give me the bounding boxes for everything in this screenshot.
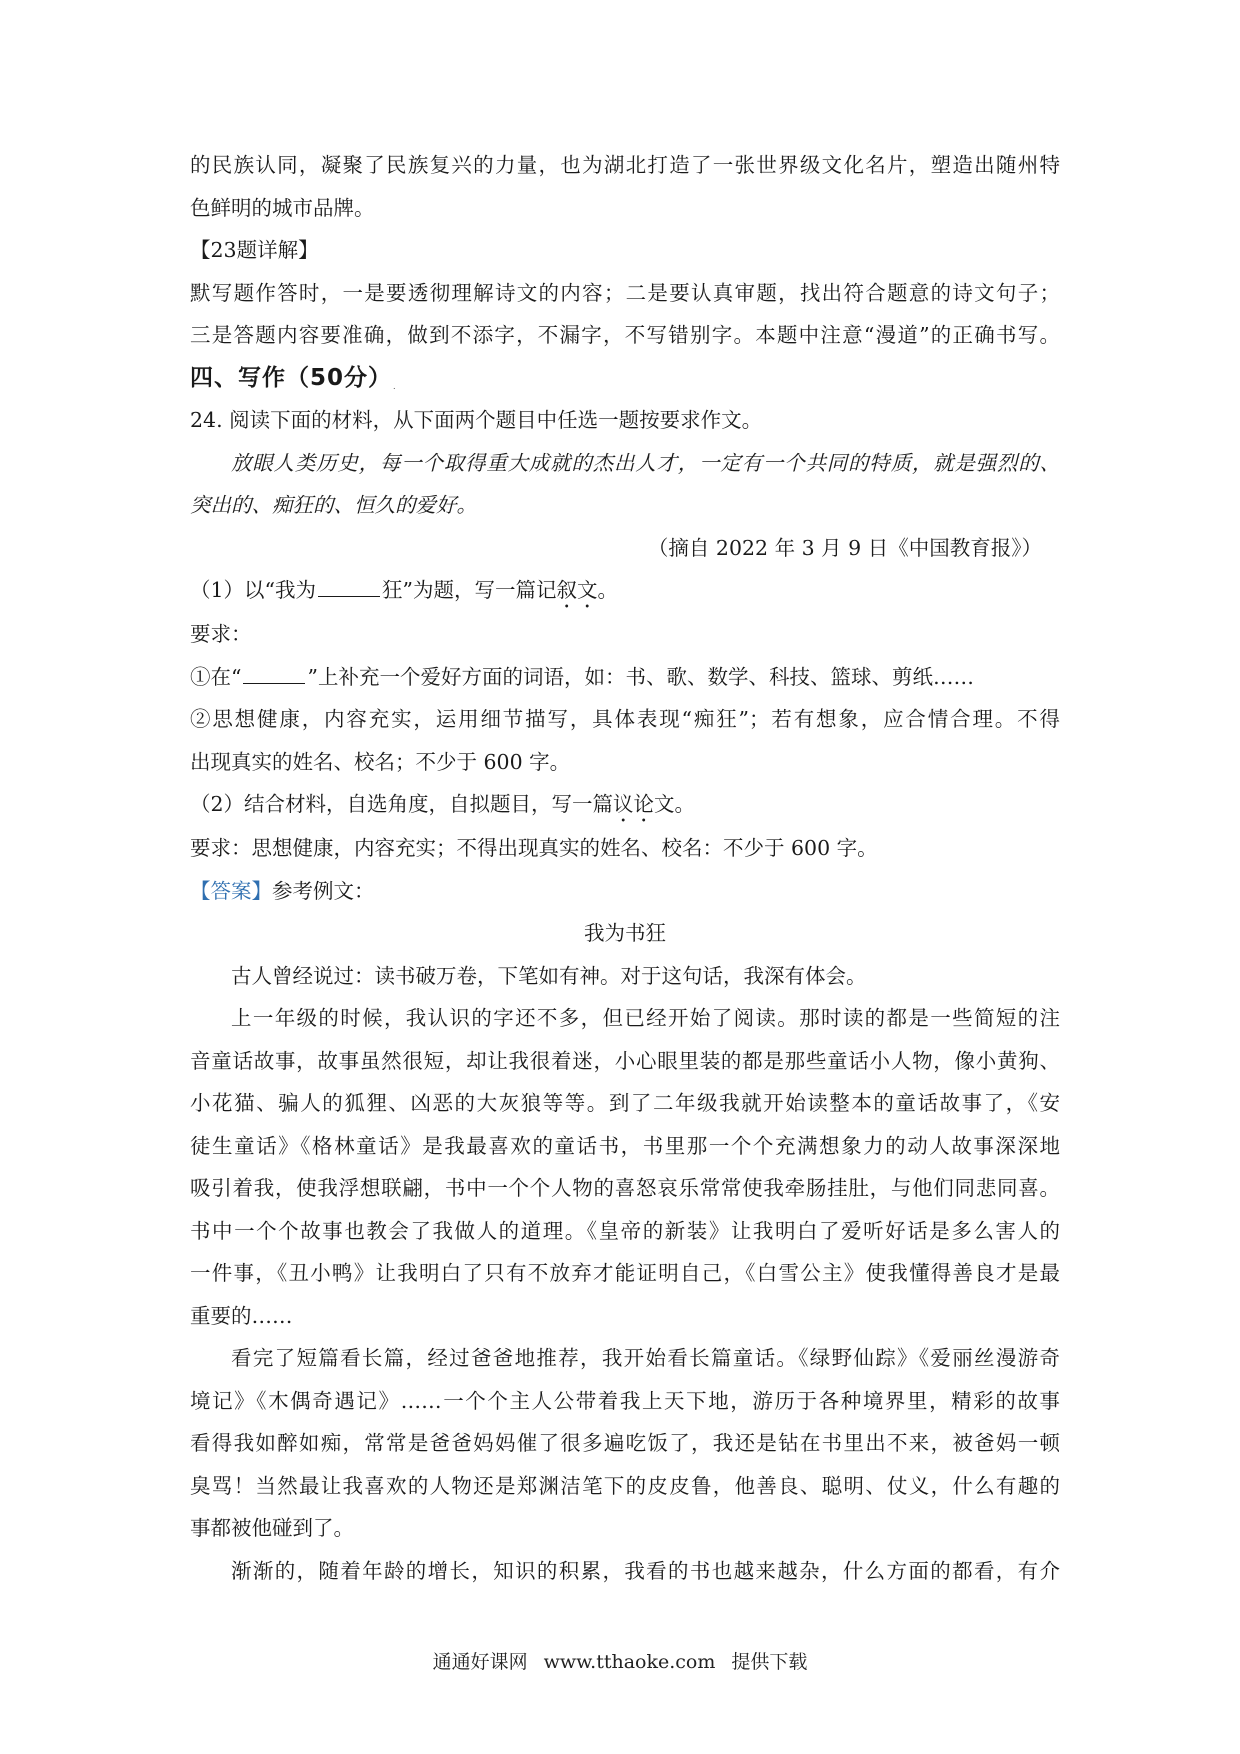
essay-title: 我为书狂 xyxy=(584,921,666,945)
material-line: 突出的、痴狂的、恒久的爱好。 xyxy=(190,493,477,517)
fill-blank xyxy=(318,578,380,597)
page-content xyxy=(190,144,1060,1592)
text-line: 色鲜明的城市品牌。 xyxy=(190,195,375,220)
requirement-2-cont: 出现真实的姓名、校名；不少于 600 字。 xyxy=(190,749,571,774)
text-line: 的民族认同，凝聚了民族复兴的力量，也为湖北打造了一张世界级文化名片，塑造出随州特 xyxy=(190,153,1060,177)
essay-line: 一件事，《丑小鸭》让我明白了只有不放弃才能证明自己，《白雪公主》使我懂得善良才是最 xyxy=(190,1261,1060,1285)
footer-note: 提供下载 xyxy=(731,1651,808,1673)
prompt-1-text: 。 xyxy=(597,578,619,602)
essay-line: 事都被他碰到了。 xyxy=(190,1516,354,1540)
essay-line: 小花猫、骗人的狐狸、凶恶的大灰狼等等。到了二年级我就开始读整本的童话故事了，《安 xyxy=(190,1091,1060,1115)
essay-line: 上一年级的时候，我认识的字还不多，但已经开始了阅读。那时读的都是一些简短的注 xyxy=(231,1006,1060,1030)
stray-mark: . xyxy=(393,382,396,391)
text-line: 三是答题内容要准确，做到不添字，不漏字，不写错别字。本题中注意“漫道”的正确书写。 xyxy=(190,323,1060,347)
essay-line: 境记》《木偶奇遇记》……一个个主人公带着我上天下地，游历于各种境界里，精彩的故事 xyxy=(190,1388,1060,1413)
material-line: 放眼人类历史，每一个取得重大成就的杰出人才，一定有一个共同的特质，就是强烈的、 xyxy=(231,450,1060,475)
requirements-2: 要求：思想健康，内容充实；不得出现真实的姓名、校名：不少于 600 字。 xyxy=(190,836,878,860)
answer-intro xyxy=(190,870,1060,913)
prompt-1 xyxy=(190,569,1060,613)
prompt-2-text: 文。 xyxy=(654,792,696,816)
essay-line: 重要的…… xyxy=(190,1303,293,1328)
question-24: 24. 阅读下面的材料，从下面两个题目中任选一题按要求作文。 xyxy=(190,408,763,432)
requirement-text: ”上补充一个爱好方面的词语，如：书、歌、数学、科技、篮球、剪纸…… xyxy=(307,664,974,689)
footer-site: 通通好课网 xyxy=(432,1651,528,1673)
section-title: 四、写作（50分） xyxy=(190,364,393,391)
material-source: （摘自 2022 年 3 月 9 日《中国教育报》） xyxy=(647,535,1042,560)
essay-line: 吸引着我，使我浮想联翩，书中一个个人物的喜怒哀乐常常使我牵肠挂肚，与他们同悲同喜。 xyxy=(190,1176,1060,1200)
essay-line: 古人曾经说过：读书破万卷，下笔如有神。对于这句话，我深有体会。 xyxy=(231,963,867,988)
prompt-1-text: 狂”为题，写一篇记 xyxy=(382,578,557,602)
fill-blank xyxy=(243,665,305,684)
prompt-2 xyxy=(190,783,1060,827)
prompt-2-text: （2）结合材料，自选角度，自拟题目，写一篇 xyxy=(190,792,614,816)
requirement-1 xyxy=(190,656,1060,699)
essay-line: 音童话故事，故事虽然很短，却让我很着迷，小心眼里装的都是那些童话小人物，像小黄狗、 xyxy=(190,1048,1060,1073)
answer-label: 【答案】 xyxy=(190,878,272,903)
footer-url[interactable]: www.tthaoke.com xyxy=(543,1651,716,1673)
page-footer xyxy=(0,1647,1240,1674)
emphasis-text: 议论 xyxy=(613,792,655,816)
essay-line: 臭骂！当然最让我喜欢的人物还是郑渊洁笔下的皮皮鲁，他善良、聪明、仗义，什么有趣的 xyxy=(190,1473,1060,1498)
requirements-label: 要求： xyxy=(190,622,252,646)
section-label: 【23题详解】 xyxy=(190,238,319,262)
essay-line: 徒生童话》《格林童话》是我最喜欢的童话书，书里那一个个充满想象力的动人故事深深地 xyxy=(190,1133,1060,1158)
answer-intro-text: 参考例文： xyxy=(272,878,375,903)
prompt-1-text: （1）以“我为 xyxy=(190,578,317,602)
requirement-2: ②思想健康，内容充实，运用细节描写，具体表现“痴狂”；若有想象，应合情合理。不得 xyxy=(190,707,1060,731)
essay-line: 书中一个个故事也教会了我做人的道理。《皇帝的新装》让我明白了爱听好话是多么害人的 xyxy=(190,1218,1060,1243)
requirement-text: ①在“ xyxy=(190,664,242,689)
essay-line: 看完了短篇看长篇，经过爸爸地推荐，我开始看长篇童话。《绿野仙踪》《爱丽丝漫游奇 xyxy=(231,1346,1060,1370)
essay-line: 渐渐的，随着年龄的增长，知识的积累，我看的书也越来越杂，什么方面的都看，有介 xyxy=(231,1558,1060,1583)
emphasis-text: 叙文 xyxy=(556,578,598,602)
essay-line: 看得我如醉如痴，常常是爸爸妈妈催了很多遍吃饭了，我还是钻在书里出不来，被爸妈一顿 xyxy=(190,1431,1060,1455)
text-line: 默写题作答时，一是要透彻理解诗文的内容；二是要认真审题，找出符合题意的诗文句子； xyxy=(190,280,1060,305)
